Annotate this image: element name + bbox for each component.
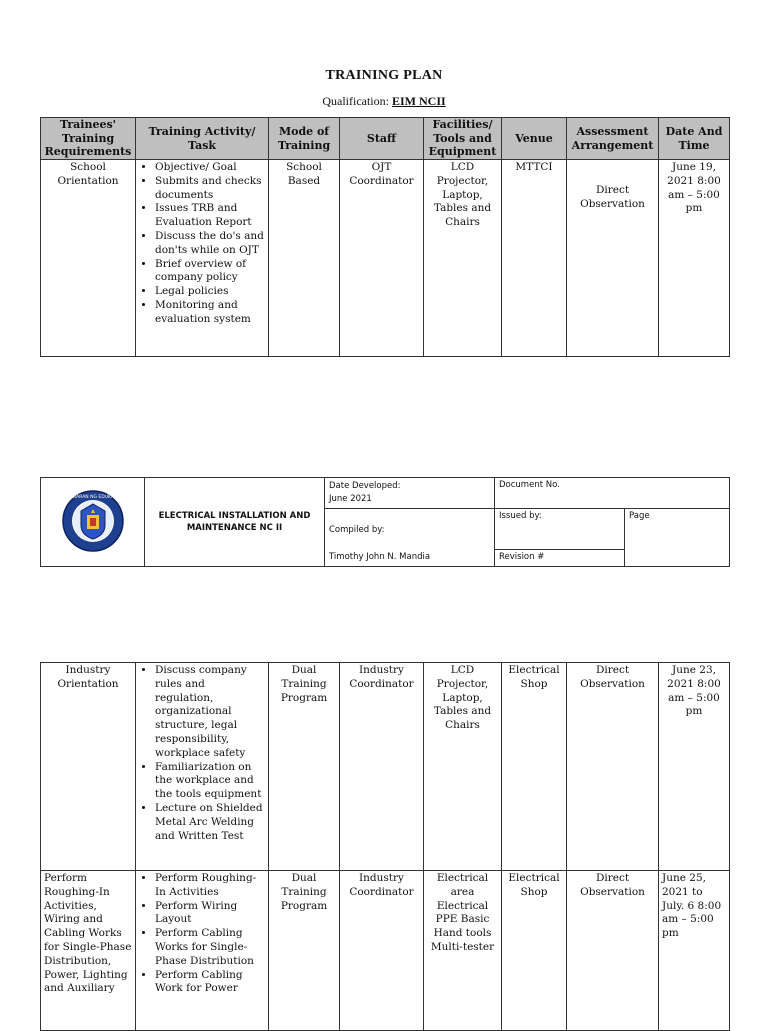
table-header-row: [41, 118, 730, 160]
requirement-cell: School Orientation: [41, 160, 136, 357]
task-item: • Perform Roughing-In Activities: [155, 872, 265, 900]
page-cell: [625, 509, 730, 567]
task-item: • Familiarization on the workplace and the tools equipment: [155, 761, 265, 802]
task-item: • Discuss company rules and regulation, organizational structure, legal responsibility, workplace safety: [155, 664, 265, 761]
date-developed-cell: [325, 478, 495, 509]
col-header-mode: Mode of Training: [269, 118, 340, 160]
mode-cell: Dual Training Program: [269, 871, 340, 1031]
assessment-cell: Direct Observation: [567, 160, 659, 357]
qualification-line: [0, 94, 768, 109]
table-row: [41, 871, 730, 1031]
venue-cell: Electrical Shop: [502, 871, 567, 1031]
task-item: • Perform Wiring Layout: [155, 900, 265, 928]
page-label: Page: [629, 511, 650, 521]
date-developed-value: June 2021: [329, 494, 372, 504]
date-cell: June 19, 2021 8:00 am – 5:00 pm: [659, 160, 730, 357]
deped-logo: [41, 478, 145, 567]
document-footer: [40, 477, 730, 567]
assessment-cell: Direct Observation: [567, 871, 659, 1031]
issued-by-cell: [495, 509, 625, 550]
task-list: [139, 872, 265, 996]
revision-cell: [495, 550, 625, 567]
requirement-cell: Perform Roughing-In Activities, Wiring and Cabling Works for Single-Phase Distribution, Power, Lighting and Auxiliary: [41, 871, 136, 1031]
col-header-assessment: Assessment Arrangement: [567, 118, 659, 160]
qualification-value: EIM NCII: [391, 94, 446, 108]
table-row: [41, 160, 730, 357]
tasks-cell: [136, 871, 269, 1031]
task-item: • Perform Cabling Works for Single-Phase Distribution: [155, 927, 265, 968]
revision-label: Revision #: [499, 552, 545, 563]
issued-by-label: Issued by:: [499, 511, 542, 521]
training-plan-table-continued: [40, 662, 730, 1031]
compiled-by-value: Timothy John N. Mandia: [329, 552, 431, 562]
task-list: [139, 664, 265, 843]
facilities-cell: LCD Projector, Laptop, Tables and Chairs: [424, 663, 502, 871]
assessment-cell: Direct Observation: [567, 663, 659, 871]
facilities-cell: LCD Projector, Laptop, Tables and Chairs: [424, 160, 502, 357]
qualification-label: Qualification:: [322, 94, 389, 108]
task-item: • Lecture on Shielded Metal Arc Welding and Written Test: [155, 802, 265, 843]
date-cell: June 23, 2021 8:00 am – 5:00 pm: [659, 663, 730, 871]
task-list: [139, 161, 265, 327]
mode-cell: School Based: [269, 160, 340, 357]
task-item: • Submits and checks documents: [155, 175, 265, 203]
document-no-label: Document No.: [499, 480, 560, 490]
staff-cell: OJT Coordinator: [340, 160, 424, 357]
course-name: ELECTRICAL INSTALLATION AND MAINTENANCE NC II: [145, 478, 325, 567]
document-title: TRAINING PLAN: [325, 68, 443, 83]
mode-cell: Dual Training Program: [269, 663, 340, 871]
table-row: [41, 663, 730, 871]
task-item: • Legal policies: [155, 285, 265, 299]
facilities-cell: Electrical area Electrical PPE Basic Hand tools Multi-tester: [424, 871, 502, 1031]
staff-cell: Industry Coordinator: [340, 663, 424, 871]
compiled-by-cell: [325, 509, 495, 567]
task-item: • Discuss the do's and don'ts while on OJT: [155, 230, 265, 258]
date-developed-label: Date Developed:: [329, 481, 401, 491]
task-item: • Issues TRB and Evaluation Report: [155, 202, 265, 230]
logo-text: KAGAWARAN NG EDUKASYON: [60, 494, 125, 500]
tasks-cell: [136, 160, 269, 357]
venue-cell: MTTCI: [502, 160, 567, 357]
col-header-activity: Training Activity/ Task: [136, 118, 269, 160]
document-no-cell: [495, 478, 730, 509]
col-header-staff: Staff: [340, 118, 424, 160]
venue-cell: Electrical Shop: [502, 663, 567, 871]
task-item: • Brief overview of company policy: [155, 258, 265, 286]
date-cell: June 25, 2021 to July. 6 8:00 am – 5:00 pm: [659, 871, 730, 1031]
tasks-cell: [136, 663, 269, 871]
col-header-venue: Venue: [502, 118, 567, 160]
training-plan-table: [40, 117, 730, 357]
deped-seal-icon: [61, 489, 125, 553]
col-header-facilities: Facilities/ Tools and Equipment: [424, 118, 502, 160]
task-item: • Objective/ Goal: [155, 161, 265, 175]
staff-cell: Industry Coordinator: [340, 871, 424, 1031]
col-header-date: Date And Time: [659, 118, 730, 160]
col-header-requirements: Trainees' Training Requirements: [41, 118, 136, 160]
compiled-by-label: Compiled by:: [329, 525, 385, 535]
task-item: • Perform Cabling Work for Power: [155, 969, 265, 997]
task-item: • Monitoring and evaluation system: [155, 299, 265, 327]
requirement-cell: Industry Orientation: [41, 663, 136, 871]
